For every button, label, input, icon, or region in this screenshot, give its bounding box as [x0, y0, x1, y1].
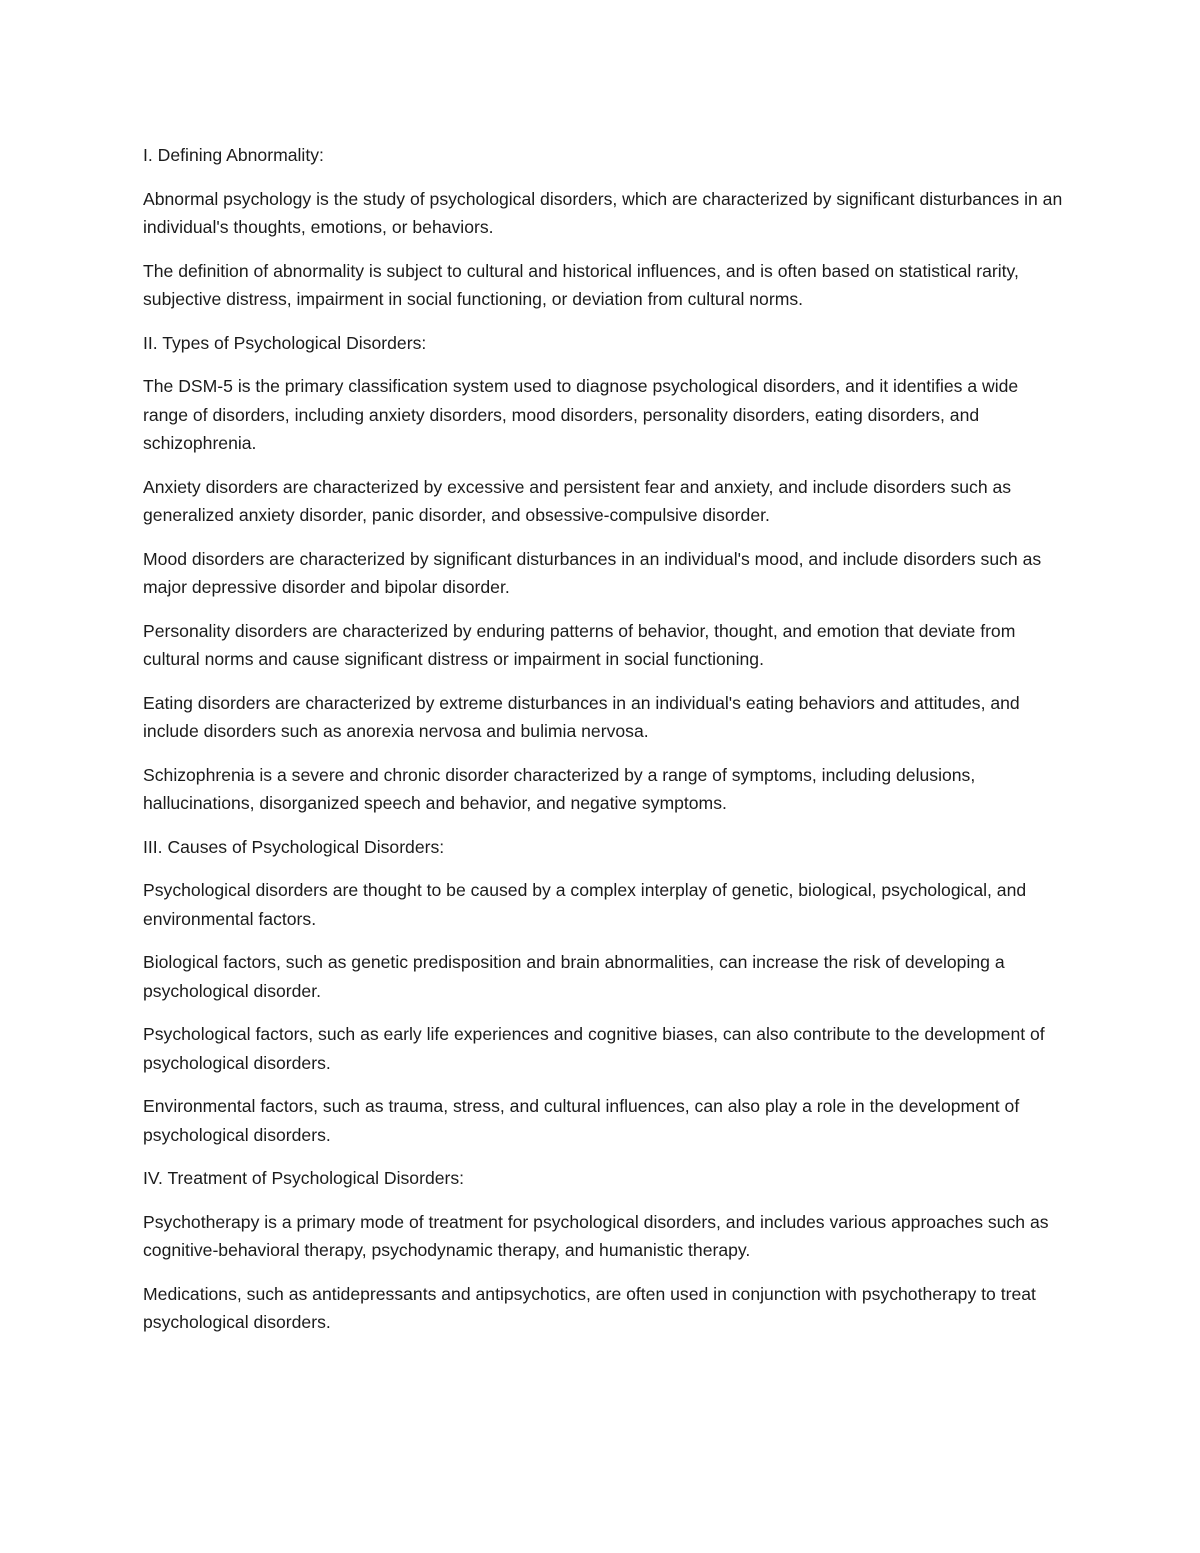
body-paragraph: Eating disorders are characterized by extreme disturbances in an individual's eating behaviors and attitudes, and include disorders such as anorexia nervosa and bulimia nervosa. — [143, 692, 1020, 741]
section-heading-defining-abnormality: I. Defining Abnormality: — [143, 145, 324, 165]
body-paragraph: Abnormal psychology is the study of psychological disorders, which are characterized by significant disturbances in an individual's thoughts, emotions, or behaviors. — [143, 188, 1063, 237]
body-paragraph: Mood disorders are characterized by significant disturbances in an individual's mood, and include disorders such as major depressive disorder and bipolar disorder. — [143, 548, 1042, 597]
body-paragraph: Psychotherapy is a primary mode of treatment for psychological disorders, and includes various approaches such as cognitive-behavioral therapy, psychodynamic therapy, and humanistic therapy. — [143, 1211, 1049, 1260]
body-paragraph: Psychological disorders are thought to be caused by a complex interplay of genetic, biological, psychological, and environmental factors. — [143, 880, 1027, 929]
body-paragraph: Psychological factors, such as early life experiences and cognitive biases, can also contribute to the development of psychological disorders. — [143, 1024, 1045, 1073]
body-paragraph: Schizophrenia is a severe and chronic disorder characterized by a range of symptoms, including delusions, hallucinations, disorganized speech and behavior, and negative symptoms. — [143, 764, 976, 813]
section-heading-types: II. Types of Psychological Disorders: — [143, 332, 427, 353]
body-paragraph: Biological factors, such as genetic predisposition and brain abnormalities, can increase the risk of developing a psychological disorder. — [143, 952, 1005, 1001]
body-paragraph: Personality disorders are characterized by enduring patterns of behavior, thought, and emotion that deviate from cultural norms and cause significant distress or impairment in social functioning. — [143, 620, 1016, 669]
body-paragraph: The DSM-5 is the primary classification system used to diagnose psychological disorders, and it identifies a wide range of disorders, including anxiety disorders, mood disorders, personality disorders, eating disorders, and schizophrenia. — [143, 376, 1019, 453]
section-heading-causes: III. Causes of Psychological Disorders: — [143, 836, 445, 857]
section-heading-treatment: IV. Treatment of Psychological Disorders: — [143, 1168, 465, 1188]
document-body — [143, 141, 1063, 1352]
body-paragraph: Environmental factors, such as trauma, stress, and cultural influences, can also play a role in the development of psychological disorders. — [143, 1096, 1020, 1145]
body-paragraph: The definition of abnormality is subject to cultural and historical influences, and is often based on statistical rarity, subjective distress, impairment in social functioning, or deviation from cultural norms. — [143, 260, 1019, 309]
body-paragraph: Medications, such as antidepressants and antipsychotics, are often used in conjunction with psychotherapy to treat psychological disorders. — [143, 1283, 1036, 1332]
body-paragraph: Anxiety disorders are characterized by excessive and persistent fear and anxiety, and include disorders such as generalized anxiety disorder, panic disorder, and obsessive-compulsive disorder. — [143, 476, 1012, 525]
